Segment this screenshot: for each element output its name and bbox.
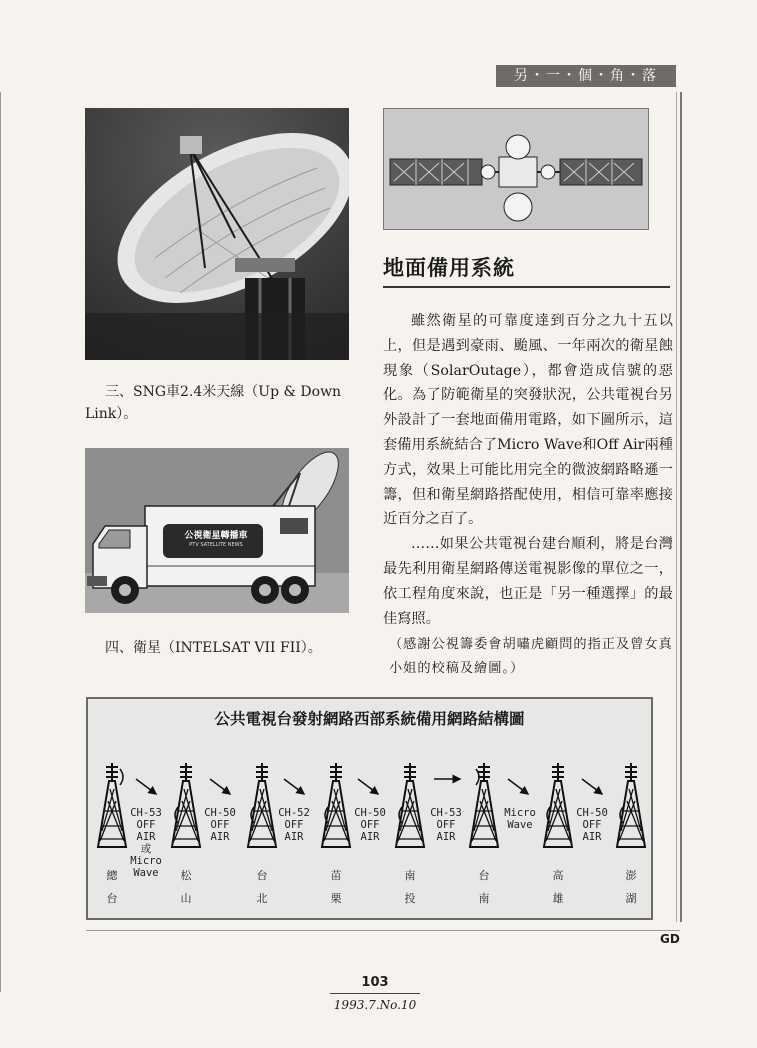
station-char: 北: [256, 892, 268, 905]
station-label: [548, 869, 568, 905]
column-rule: [680, 92, 682, 922]
page-edge-line: [0, 92, 1, 992]
corner-mark: GD: [660, 932, 680, 946]
link-mode: OFF: [284, 819, 304, 831]
link-mode: OFF: [436, 819, 456, 831]
truck-sign-text: 公視衛星轉播車: [184, 531, 248, 541]
station-label: [176, 869, 196, 905]
link-label: [200, 807, 240, 843]
sng-truck-photo: [85, 448, 349, 613]
link-mode: OFF: [360, 819, 380, 831]
article-paragraph: ……如果公共電視台建台順利，將是台灣最先利用衛星網路傳送電視影像的單位之一，依工程角度來說，也正是「另一種選擇」的最佳寫照。: [383, 536, 673, 627]
station-char: 松: [180, 869, 192, 882]
link-label: [350, 807, 390, 843]
network-diagram: [86, 697, 653, 920]
station-char: 苗: [330, 869, 342, 882]
section-title: 地面備用系統: [383, 256, 515, 280]
link-mode: AIR: [136, 831, 156, 843]
caption-satellite: 四、衛星（INTELSAT VII FII）。: [105, 640, 322, 656]
column-rule-inner: [676, 92, 677, 922]
article-body: [383, 309, 673, 681]
link-mode: AIR: [360, 831, 380, 843]
link-mode: AIR: [284, 831, 304, 843]
station-char: 雄: [552, 892, 564, 905]
truck-sign-subtext: PTV SATELLITE NEWS: [189, 542, 243, 548]
station-char: 南: [404, 869, 416, 882]
diagram-title: 公共電視台發射網路西部系統備用網路結構圖: [214, 710, 525, 728]
station-char: 澎: [625, 869, 637, 882]
station-label: [102, 869, 122, 905]
station-char: 總: [106, 869, 118, 882]
station-char: 投: [404, 892, 416, 905]
link-mode: AIR: [210, 831, 230, 843]
article: [383, 252, 673, 282]
link-label: [274, 807, 314, 843]
link-channel: CH-50: [204, 807, 236, 819]
acknowledgement-note: （感謝公視籌委會胡嘯虎顧問的指正及曾女真小姐的校稿及繪圖。）: [389, 637, 673, 677]
link-channel: Micro: [504, 807, 536, 819]
link-alt: Wave: [133, 867, 159, 879]
link-or: 或: [140, 843, 152, 855]
link-mode: OFF: [210, 819, 230, 831]
link-label: [498, 807, 542, 831]
link-mode: Wave: [507, 819, 533, 831]
station-label: [326, 869, 346, 905]
station-label: [252, 869, 272, 905]
station-char: 台: [478, 869, 490, 882]
footer-rule: [330, 993, 420, 994]
link-alt: Micro: [130, 855, 162, 867]
article-paragraph: 雖然衛星的可靠度達到百分之九十五以上，但是遇到豪雨、颱風、一年兩次的衛星蝕現象（SolarOutage），都會造成信號的惡化。為了防範衛星的突發狀況，公共電視台另外設計了一套地面備用電路，如下圖所示，這套備用系統結合了Micro Wave和Off Air兩種方式，效果上可能比用完全的微波網路略遜一籌，但和衛星網路搭配使用，相信可靠率應接近百分之百了。: [383, 313, 673, 528]
station-label: [621, 869, 641, 905]
link-mode: AIR: [582, 831, 602, 843]
link-label: [572, 807, 612, 843]
bottom-rule: [86, 930, 680, 931]
caption-antenna: 三、SNG車2.4米天線（Up & Down Link）。: [85, 384, 342, 422]
station-char: 南: [478, 892, 490, 905]
station-label: [400, 869, 420, 905]
station-char: 栗: [330, 892, 342, 905]
issue-label: 1993.7.No.10: [333, 998, 417, 1012]
link-label: [126, 807, 166, 879]
station-char: 台: [106, 892, 118, 905]
link-mode: OFF: [136, 819, 156, 831]
station-char: 山: [180, 892, 192, 905]
station-char: 湖: [625, 892, 637, 905]
link-mode: OFF: [582, 819, 602, 831]
link-channel: CH-53: [430, 807, 462, 819]
page-number: 103: [361, 975, 389, 990]
link-channel: CH-53: [130, 807, 162, 819]
link-channel: CH-52: [278, 807, 310, 819]
section-header: 另・一・個・角・落: [496, 65, 676, 87]
sng-antenna-photo: [85, 108, 349, 360]
link-label: [426, 807, 466, 843]
link-channel: CH-50: [576, 807, 608, 819]
link-mode: AIR: [436, 831, 456, 843]
station-label: [474, 869, 494, 905]
satellite-illustration: [383, 108, 649, 230]
title-underline: [383, 286, 670, 288]
station-char: 台: [256, 869, 268, 882]
link-channel: CH-50: [354, 807, 386, 819]
station-char: 高: [552, 869, 564, 882]
